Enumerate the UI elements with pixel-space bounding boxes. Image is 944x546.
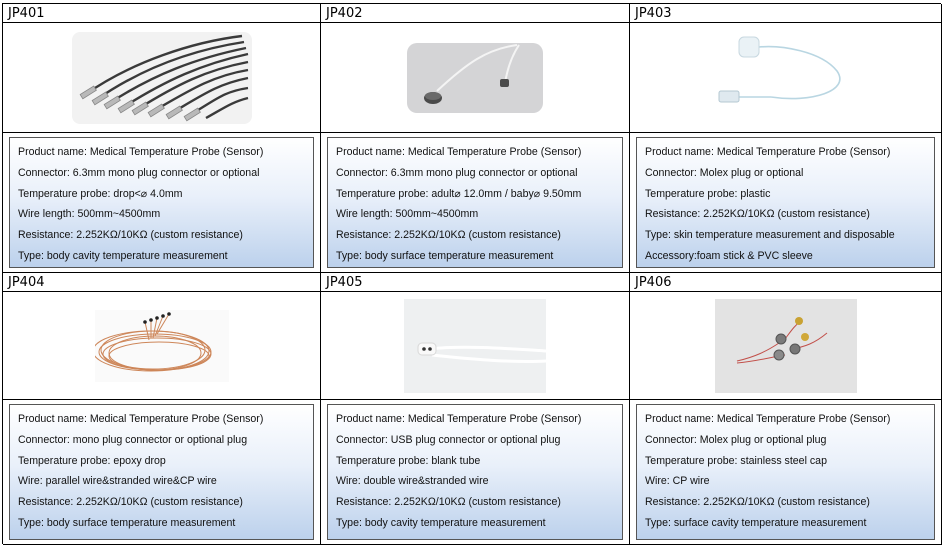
product-code: JP405 <box>326 275 363 290</box>
spec-wire: Wire length: 500mm~4500mm <box>18 208 161 221</box>
spec-product-name: Product name: Medical Temperature Probe (Sensor) <box>645 413 891 425</box>
spec-resistance: Resistance: 2.252KΩ/10KΩ (custom resistance) <box>645 208 870 221</box>
product-code-cell <box>630 273 942 292</box>
spec-product-name: Product name: Medical Temperature Probe (Sensor) <box>645 146 891 158</box>
spec-connector: Connector: mono plug connector or optional plug <box>18 433 248 446</box>
spec-connector: Connector: Molex plug or optional <box>645 166 804 179</box>
spec-connector: Connector: USB plug connector or optional plug <box>336 433 561 446</box>
spec-cell <box>321 133 630 273</box>
spec-temperature-probe: Temperature probe: adult⌀ 12.0mm / baby⌀ 9.50mm <box>336 187 582 200</box>
spec-product-name: Product name: Medical Temperature Probe (Sensor) <box>18 413 264 425</box>
blank-tube-probe-photo <box>404 299 546 393</box>
spec-wire: Wire: CP wire <box>645 475 710 488</box>
spec-wire: Wire: parallel wire&stranded wire&CP wire <box>18 475 217 488</box>
product-image-cell <box>321 23 630 133</box>
disposable-skin-probe-photo <box>711 31 861 125</box>
spec-cell <box>321 400 630 545</box>
spec-product-name: Product name: Medical Temperature Probe (Sensor) <box>336 413 582 425</box>
product-code: JP401 <box>8 6 45 21</box>
spec-cell <box>630 400 942 545</box>
spec-resistance: Resistance: 2.252KΩ/10KΩ (custom resistance) <box>336 229 561 242</box>
product-image-cell <box>3 23 321 133</box>
spec-type: Type: body surface temperature measurement <box>336 249 554 262</box>
spec-panel <box>9 404 314 540</box>
spec-cell <box>3 133 321 273</box>
spec-temperature-probe: Temperature probe: drop<⌀ 4.0mm <box>18 187 183 200</box>
product-image-cell <box>3 292 321 400</box>
product-table <box>2 3 941 544</box>
spec-accessory: Accessory:foam stick & PVC sleeve <box>645 249 813 262</box>
spec-resistance: Resistance: 2.252KΩ/10KΩ (custom resistance) <box>18 496 243 509</box>
spec-wire: Wire: double wire&stranded wire <box>336 475 489 488</box>
spec-temperature-probe: Temperature probe: blank tube <box>336 454 481 467</box>
spec-type: Type: body cavity temperature measurement <box>336 516 546 529</box>
product-code-cell <box>321 273 630 292</box>
spec-type: Type: body surface temperature measurement <box>18 516 236 529</box>
spec-temperature-probe: Temperature probe: plastic <box>645 187 771 200</box>
product-code-cell <box>630 4 942 23</box>
product-image-cell <box>630 292 942 400</box>
spec-cell <box>630 133 942 273</box>
product-image-cell <box>321 292 630 400</box>
epoxy-drop-wires-photo <box>95 310 229 382</box>
spec-type: Type: body cavity temperature measurement <box>18 249 228 262</box>
spec-wire: Wire length: 500mm~4500mm <box>336 208 479 221</box>
spec-resistance: Resistance: 2.252KΩ/10KΩ (custom resistance) <box>18 229 243 242</box>
spec-connector: Connector: Molex plug or optional plug <box>645 433 827 446</box>
spec-product-name: Product name: Medical Temperature Probe (Sensor) <box>336 146 582 158</box>
spec-panel <box>9 137 314 268</box>
spec-panel <box>636 404 935 540</box>
spec-resistance: Resistance: 2.252KΩ/10KΩ (custom resistance) <box>645 496 870 509</box>
product-code: JP406 <box>635 275 672 290</box>
spec-panel <box>636 137 935 268</box>
product-code: JP402 <box>326 6 363 21</box>
spec-resistance: Resistance: 2.252KΩ/10KΩ (custom resistance) <box>336 496 561 509</box>
product-code-cell <box>3 273 321 292</box>
product-image-cell <box>630 23 942 133</box>
product-code-cell <box>321 4 630 23</box>
product-code: JP403 <box>635 6 672 21</box>
spec-panel <box>327 404 623 540</box>
steel-cap-probes-photo <box>715 299 857 393</box>
spec-product-name: Product name: Medical Temperature Probe (Sensor) <box>18 146 264 158</box>
spec-temperature-probe: Temperature probe: epoxy drop <box>18 454 166 467</box>
probe-plugs-photo <box>72 32 252 124</box>
spec-panel <box>327 137 623 268</box>
spec-type: Type: surface cavity temperature measurement <box>645 516 867 529</box>
spec-type: Type: skin temperature measurement and disposable <box>645 229 895 242</box>
spec-connector: Connector: 6.3mm mono plug connector or optional <box>18 166 260 179</box>
spec-temperature-probe: Temperature probe: stainless steel cap <box>645 454 827 467</box>
product-code-cell <box>3 4 321 23</box>
spec-connector: Connector: 6.3mm mono plug connector or optional <box>336 166 578 179</box>
round-probe-photo <box>407 43 543 113</box>
spec-cell <box>3 400 321 545</box>
product-code: JP404 <box>8 275 45 290</box>
